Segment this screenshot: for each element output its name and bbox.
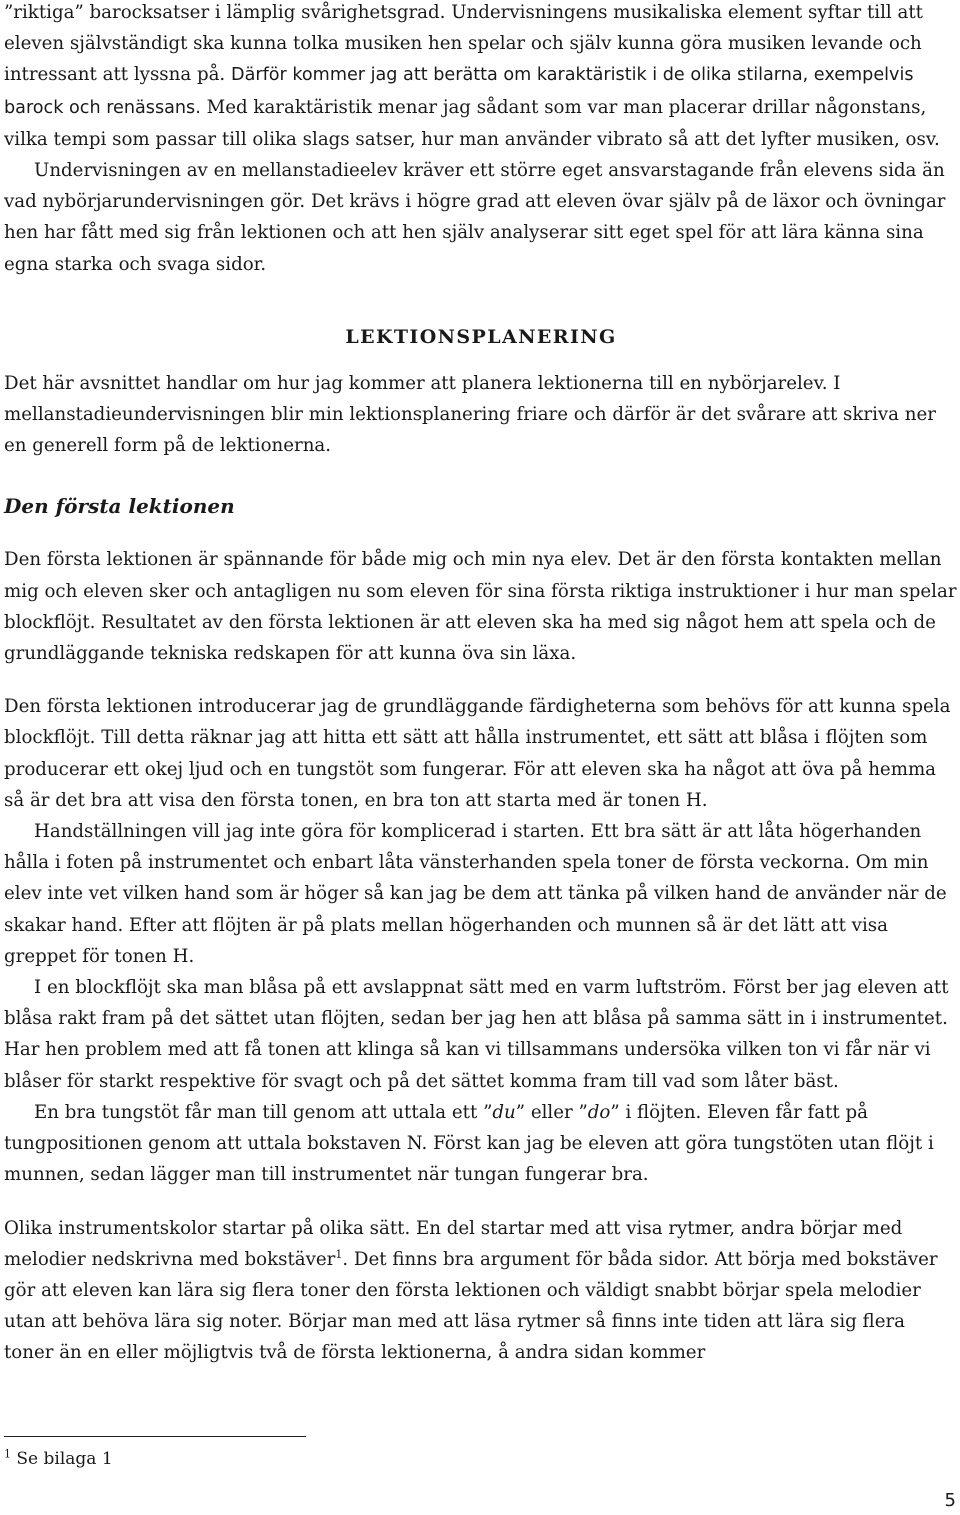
page-body <box>4 0 958 1369</box>
intro-text-serif-2: Med karaktäristik menar jag sådant som var man placerar drillar någonstans, vilka tempi som passar till olika slags satser, hur man använder vibrato så att det lyfter musiken, osv. <box>4 96 940 150</box>
subsection-paragraph-5 <box>4 1097 958 1191</box>
section-paragraph-1: Det här avsnittet handlar om hur jag kommer att planera lektionerna till en nybörjarelev. I mellanstadieundervisningen blir min lektionsplanering friare och därför är det svårare att skriva ner en generell form på de lektionerna. <box>4 372 936 457</box>
subsection-paragraph-2: Den första lektionen introducerar jag de grundläggande färdigheterna som behövs för att kunna spela blockflöjt. Till detta räknar jag att hitta ett sätt att hålla instrumentet, ett sätt att blåsa i flöjten som producerar ett okej ljud och en tungstöt som fungerar. För att eleven ska ha något att öva på hemma så är det bra att visa den första tonen, en bra ton att starta med är tonen H. <box>4 696 951 811</box>
section-heading: LEKTIONSPLANERING <box>345 325 617 348</box>
footnote-text: Se bilaga 1 <box>16 1449 113 1469</box>
footnote-separator <box>4 1436 306 1437</box>
subsection-paragraph-1: Den första lektionen är spännande för både mig och min nya elev. Det är den första kontakten mellan mig och eleven sker och antagligen nu som eleven för sina första riktiga instruktioner i hur man spelar blockflöjt. Resultatet av den första lektionen är att eleven ska ha med sig något hem att spela och de grundläggande tekniska redskapen för att kunna öva sin läxa. <box>4 549 957 665</box>
subsection-paragraph-3: Handställningen vill jag inte göra för komplicerad i starten. Ett bra sätt är att låta högerhanden hålla i foten på instrumentet och enbart låta vänsterhanden spela toner de första veckorna. Om min elev inte vet vilken hand som är höger så kan jag be dem att tänka på vilken hand de använder när de skakar hand. Efter att flöjten är på plats mellan högerhanden och munnen så är det lätt att visa greppet för tonen H. <box>4 821 947 967</box>
subsection-paragraph-6 <box>4 1213 958 1369</box>
intro-paragraph-2: Undervisningen av en mellanstadieelev kräver ett större eget ansvarstagande från elevens sida än vad nybörjarundervisningen gör. Det krävs i högre grad att eleven övar själv på de läxor och övningar hen har fått med sig från lektionen och att hen själv analyserar sitt eget spel för att lära känna sina egna starka och svaga sidor. <box>4 160 946 275</box>
intro-text-sans-1: Därför kommer jag att berätta om karaktäristik i de olika stilarna, exempelvis barock och renässans. <box>4 65 914 118</box>
intro-text-serif: ”riktiga” barocksatser i lämplig svårighetsgrad. Undervisningens musikaliska element syftar till att eleven självständigt ska kunna tolka musiken hen spelar och själv kunna göra musiken levande och intressant att lyssna på. <box>4 2 923 86</box>
intro-paragraph <box>4 0 958 155</box>
para5-text-b: ” eller ” <box>515 1101 588 1123</box>
para5-do: do <box>587 1101 611 1123</box>
para5-du: du <box>492 1101 516 1123</box>
para5-text-a: En bra tungstöt får man till genom att uttala ett ” <box>34 1101 493 1123</box>
subsection-paragraph-4: I en blockflöjt ska man blåsa på ett avslappnat sätt med en varm luftström. Först ber jag eleven att blåsa rakt fram på det sättet utan flöjten, sedan ber jag hen att blåsa på samma sätt in i instrumentet. Har hen problem med att få tonen att klinga så kan vi tillsammans undersöka vilken ton vi får när vi blåser för starkt respektive för svagt och på det sättet komma fram till vad som låter bäst. <box>4 977 949 1092</box>
subsection-heading: Den första lektionen <box>4 494 235 519</box>
para6-text-a: Olika instrumentskolor startar på olika sätt. En del startar med att visa rytmer, andra börjar med melodier nedskrivna med bokstäver <box>4 1217 903 1270</box>
footnote-number: 1 <box>4 1447 11 1461</box>
footnote <box>4 1446 113 1472</box>
page-number: 5 <box>944 1490 956 1511</box>
para6-text-b: . Det finns bra argument för båda sidor. Att börja med bokstäver gör att eleven kan lära sig flera toner den första lektionen och väldigt snabbt börjar spela melodier utan att behöva lära sig noter. Börjar man med att läsa rytmer så finns inte tiden att lära sig flera toner än en eller möjligtvis två de första lektionerna, å andra sidan kommer <box>4 1248 938 1364</box>
para5-text-c: ” i flöjten. Eleven får fatt på tungpositionen genom att uttala bokstaven N. Först kan jag be eleven att göra tungstöten utan flöjt i munnen, sedan lägger man till instrumentet när tungan fungerar bra. <box>4 1101 934 1186</box>
footnote-reference[interactable]: 1 <box>335 1247 343 1261</box>
